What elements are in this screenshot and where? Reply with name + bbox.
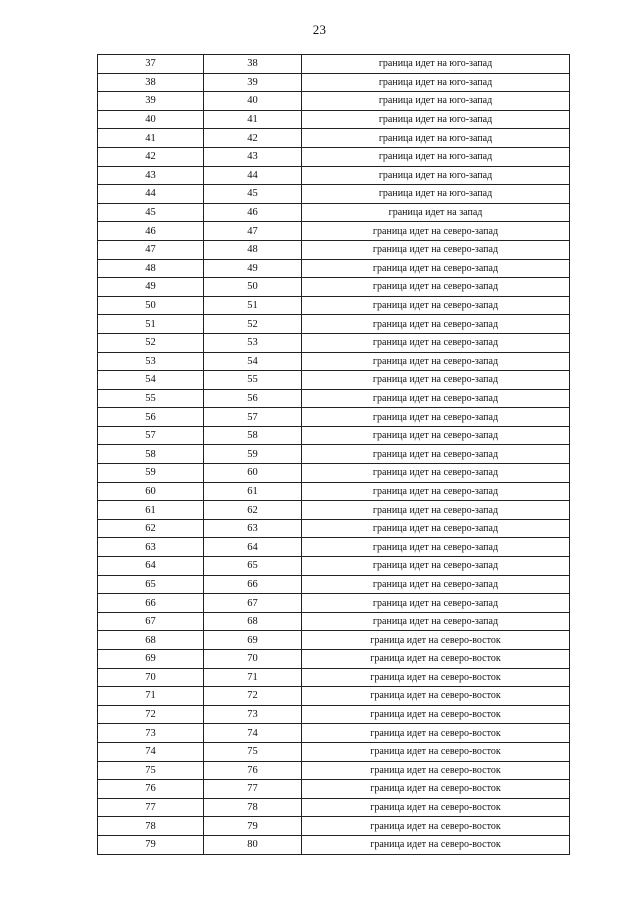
- table-row: [98, 594, 570, 613]
- table-row: [98, 761, 570, 780]
- point-from-cell: 69: [98, 650, 204, 669]
- point-to-cell: 47: [204, 222, 302, 241]
- point-to-cell: 54: [204, 352, 302, 371]
- point-from-cell: 51: [98, 315, 204, 334]
- table-row: [98, 798, 570, 817]
- point-to-cell: 49: [204, 259, 302, 278]
- point-from-cell: 52: [98, 333, 204, 352]
- direction-cell: граница идет на северо-запад: [302, 482, 570, 501]
- direction-cell: граница идет на северо-запад: [302, 333, 570, 352]
- point-to-cell: 80: [204, 835, 302, 854]
- point-to-cell: 71: [204, 668, 302, 687]
- point-from-cell: 37: [98, 55, 204, 74]
- table-row: [98, 687, 570, 706]
- point-to-cell: 70: [204, 650, 302, 669]
- direction-cell: граница идет на северо-запад: [302, 445, 570, 464]
- point-to-cell: 67: [204, 594, 302, 613]
- table-row: [98, 705, 570, 724]
- point-from-cell: 70: [98, 668, 204, 687]
- point-to-cell: 69: [204, 631, 302, 650]
- table-row: [98, 92, 570, 111]
- table-row: [98, 445, 570, 464]
- point-from-cell: 43: [98, 166, 204, 185]
- point-to-cell: 79: [204, 817, 302, 836]
- direction-cell: граница идет на северо-запад: [302, 352, 570, 371]
- direction-cell: граница идет на северо-восток: [302, 798, 570, 817]
- direction-cell: граница идет на северо-запад: [302, 426, 570, 445]
- point-from-cell: 72: [98, 705, 204, 724]
- point-to-cell: 68: [204, 612, 302, 631]
- table-row: [98, 650, 570, 669]
- point-to-cell: 55: [204, 371, 302, 390]
- point-from-cell: 59: [98, 464, 204, 483]
- direction-cell: граница идет на запад: [302, 203, 570, 222]
- table-row: [98, 482, 570, 501]
- point-to-cell: 39: [204, 73, 302, 92]
- point-from-cell: 74: [98, 742, 204, 761]
- boundary-points-table: [97, 54, 570, 855]
- table-row: [98, 389, 570, 408]
- point-from-cell: 64: [98, 557, 204, 576]
- table-row: [98, 575, 570, 594]
- point-from-cell: 79: [98, 835, 204, 854]
- point-from-cell: 61: [98, 501, 204, 520]
- point-to-cell: 61: [204, 482, 302, 501]
- point-to-cell: 44: [204, 166, 302, 185]
- direction-cell: граница идет на северо-запад: [302, 575, 570, 594]
- point-from-cell: 62: [98, 519, 204, 538]
- point-to-cell: 42: [204, 129, 302, 148]
- point-from-cell: 38: [98, 73, 204, 92]
- point-to-cell: 57: [204, 408, 302, 427]
- point-from-cell: 39: [98, 92, 204, 111]
- direction-cell: граница идет на северо-запад: [302, 222, 570, 241]
- table-row: [98, 408, 570, 427]
- point-to-cell: 75: [204, 742, 302, 761]
- point-from-cell: 66: [98, 594, 204, 613]
- direction-cell: граница идет на северо-запад: [302, 612, 570, 631]
- point-to-cell: 43: [204, 147, 302, 166]
- point-from-cell: 53: [98, 352, 204, 371]
- point-to-cell: 53: [204, 333, 302, 352]
- point-from-cell: 44: [98, 185, 204, 204]
- direction-cell: граница идет на северо-восток: [302, 687, 570, 706]
- table-row: [98, 426, 570, 445]
- point-from-cell: 77: [98, 798, 204, 817]
- direction-cell: граница идет на юго-запад: [302, 92, 570, 111]
- table-row: [98, 724, 570, 743]
- table-row: [98, 835, 570, 854]
- point-to-cell: 63: [204, 519, 302, 538]
- point-to-cell: 45: [204, 185, 302, 204]
- direction-cell: граница идет на северо-запад: [302, 240, 570, 259]
- point-from-cell: 71: [98, 687, 204, 706]
- direction-cell: граница идет на северо-восток: [302, 724, 570, 743]
- direction-cell: граница идет на северо-восток: [302, 668, 570, 687]
- direction-cell: граница идет на юго-запад: [302, 147, 570, 166]
- point-from-cell: 63: [98, 538, 204, 557]
- point-from-cell: 67: [98, 612, 204, 631]
- table-row: [98, 352, 570, 371]
- table-row: [98, 147, 570, 166]
- point-from-cell: 68: [98, 631, 204, 650]
- table-row: [98, 278, 570, 297]
- page-number: 23: [312, 22, 327, 37]
- table-row: [98, 110, 570, 129]
- point-from-cell: 46: [98, 222, 204, 241]
- point-from-cell: 48: [98, 259, 204, 278]
- point-from-cell: 73: [98, 724, 204, 743]
- direction-cell: граница идет на северо-восток: [302, 705, 570, 724]
- point-from-cell: 65: [98, 575, 204, 594]
- direction-cell: граница идет на северо-восток: [302, 817, 570, 836]
- direction-cell: граница идет на северо-восток: [302, 780, 570, 799]
- point-from-cell: 49: [98, 278, 204, 297]
- table-row: [98, 333, 570, 352]
- point-to-cell: 41: [204, 110, 302, 129]
- point-to-cell: 77: [204, 780, 302, 799]
- point-to-cell: 74: [204, 724, 302, 743]
- direction-cell: граница идет на юго-запад: [302, 185, 570, 204]
- table-row: [98, 222, 570, 241]
- point-to-cell: 78: [204, 798, 302, 817]
- point-to-cell: 46: [204, 203, 302, 222]
- table-row: [98, 240, 570, 259]
- table-row: [98, 780, 570, 799]
- point-to-cell: 56: [204, 389, 302, 408]
- point-from-cell: 42: [98, 147, 204, 166]
- direction-cell: граница идет на северо-запад: [302, 408, 570, 427]
- direction-cell: граница идет на северо-восток: [302, 835, 570, 854]
- point-to-cell: 72: [204, 687, 302, 706]
- point-from-cell: 40: [98, 110, 204, 129]
- table-body: [98, 55, 570, 855]
- point-to-cell: 40: [204, 92, 302, 111]
- point-from-cell: 78: [98, 817, 204, 836]
- table-row: [98, 519, 570, 538]
- direction-cell: граница идет на северо-запад: [302, 501, 570, 520]
- direction-cell: граница идет на северо-восток: [302, 761, 570, 780]
- direction-cell: граница идет на северо-запад: [302, 594, 570, 613]
- table-row: [98, 55, 570, 74]
- point-from-cell: 57: [98, 426, 204, 445]
- point-from-cell: 76: [98, 780, 204, 799]
- point-to-cell: 50: [204, 278, 302, 297]
- table-row: [98, 259, 570, 278]
- point-to-cell: 52: [204, 315, 302, 334]
- table-row: [98, 464, 570, 483]
- point-to-cell: 64: [204, 538, 302, 557]
- direction-cell: граница идет на северо-запад: [302, 296, 570, 315]
- direction-cell: граница идет на северо-запад: [302, 389, 570, 408]
- direction-cell: граница идет на юго-запад: [302, 129, 570, 148]
- table-row: [98, 557, 570, 576]
- direction-cell: граница идет на северо-запад: [302, 557, 570, 576]
- table-row: [98, 371, 570, 390]
- table-row: [98, 538, 570, 557]
- point-to-cell: 66: [204, 575, 302, 594]
- table-row: [98, 166, 570, 185]
- direction-cell: граница идет на юго-запад: [302, 166, 570, 185]
- direction-cell: граница идет на северо-запад: [302, 464, 570, 483]
- direction-cell: граница идет на северо-восток: [302, 650, 570, 669]
- direction-cell: граница идет на северо-запад: [302, 259, 570, 278]
- point-from-cell: 54: [98, 371, 204, 390]
- table-row: [98, 315, 570, 334]
- direction-cell: граница идет на северо-запад: [302, 315, 570, 334]
- point-to-cell: 51: [204, 296, 302, 315]
- table-row: [98, 185, 570, 204]
- table-row: [98, 631, 570, 650]
- point-from-cell: 45: [98, 203, 204, 222]
- point-to-cell: 38: [204, 55, 302, 74]
- table-row: [98, 73, 570, 92]
- table-row: [98, 817, 570, 836]
- table-row: [98, 501, 570, 520]
- point-from-cell: 60: [98, 482, 204, 501]
- point-to-cell: 58: [204, 426, 302, 445]
- table-row: [98, 203, 570, 222]
- table-row: [98, 742, 570, 761]
- direction-cell: граница идет на северо-запад: [302, 538, 570, 557]
- direction-cell: граница идет на северо-восток: [302, 631, 570, 650]
- point-to-cell: 73: [204, 705, 302, 724]
- point-to-cell: 60: [204, 464, 302, 483]
- direction-cell: граница идет на юго-запад: [302, 55, 570, 74]
- point-from-cell: 56: [98, 408, 204, 427]
- point-from-cell: 50: [98, 296, 204, 315]
- direction-cell: граница идет на северо-запад: [302, 278, 570, 297]
- table-row: [98, 296, 570, 315]
- point-from-cell: 58: [98, 445, 204, 464]
- point-from-cell: 47: [98, 240, 204, 259]
- table-row: [98, 129, 570, 148]
- direction-cell: граница идет на юго-запад: [302, 73, 570, 92]
- point-from-cell: 55: [98, 389, 204, 408]
- direction-cell: граница идет на северо-запад: [302, 519, 570, 538]
- point-to-cell: 48: [204, 240, 302, 259]
- point-from-cell: 75: [98, 761, 204, 780]
- direction-cell: граница идет на северо-восток: [302, 742, 570, 761]
- direction-cell: граница идет на северо-запад: [302, 371, 570, 390]
- point-to-cell: 62: [204, 501, 302, 520]
- direction-cell: граница идет на юго-запад: [302, 110, 570, 129]
- table-row: [98, 612, 570, 631]
- point-to-cell: 76: [204, 761, 302, 780]
- point-to-cell: 59: [204, 445, 302, 464]
- point-to-cell: 65: [204, 557, 302, 576]
- point-from-cell: 41: [98, 129, 204, 148]
- table-row: [98, 668, 570, 687]
